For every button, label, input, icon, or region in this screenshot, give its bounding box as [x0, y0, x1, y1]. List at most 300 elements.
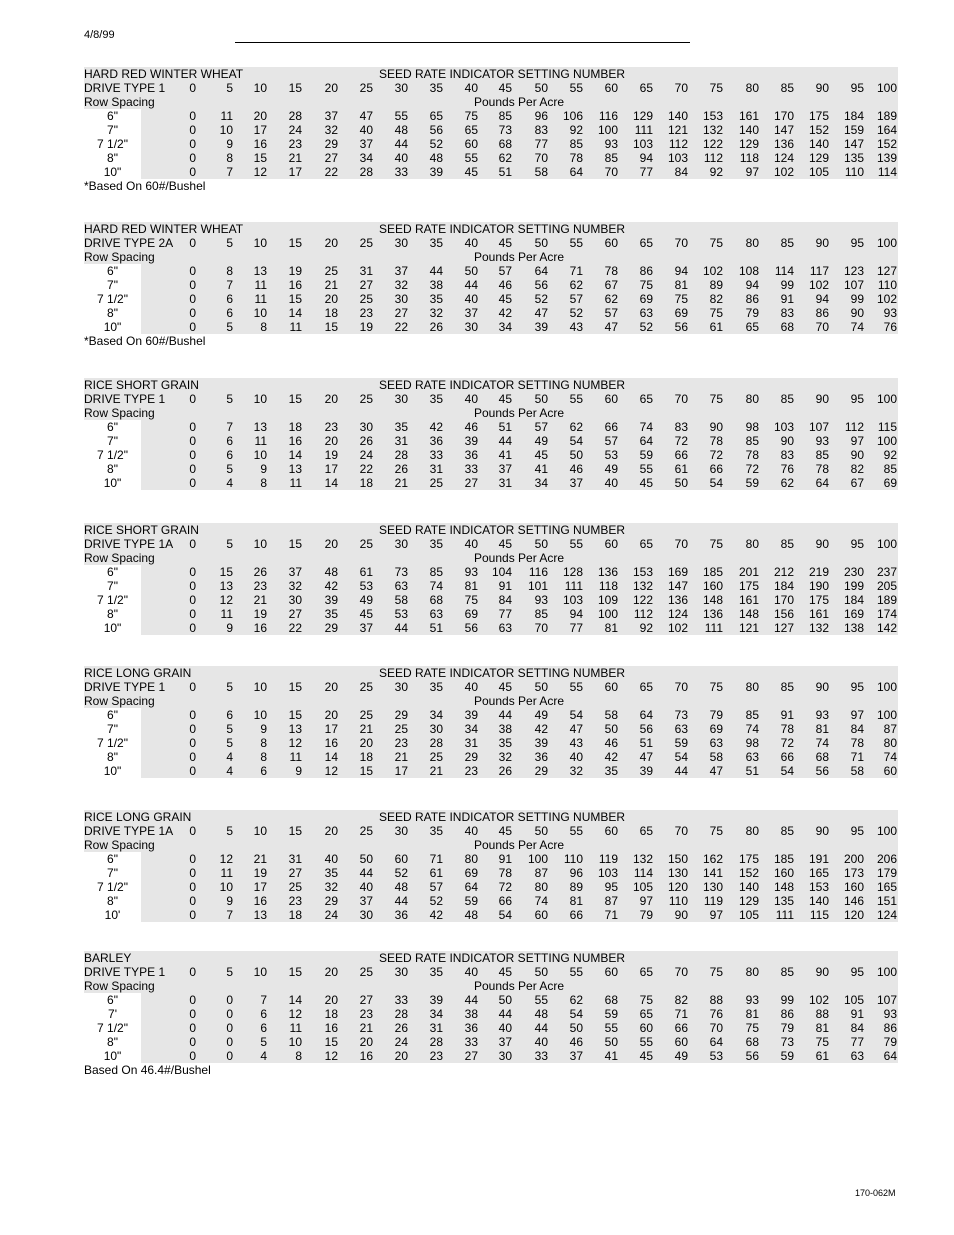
table-cell: 0 — [189, 448, 196, 462]
table-cell: 103 — [773, 420, 794, 434]
table-cell: 92 — [569, 123, 583, 137]
table-cell: 175 — [738, 579, 759, 593]
setting-number: 80 — [745, 965, 759, 979]
table-cell: 34 — [429, 708, 443, 722]
settings-header-row — [84, 236, 898, 250]
row-spacing-value: 8" — [84, 462, 141, 476]
table-cell: 175 — [738, 852, 759, 866]
settings-header-row — [84, 680, 898, 694]
table-cell: 15 — [324, 1035, 338, 1049]
table-cell: 132 — [702, 123, 723, 137]
table-cell: 7 — [226, 165, 233, 179]
table-cell: 7 — [226, 420, 233, 434]
table-cell: 8 — [260, 476, 267, 490]
table-cell: 94 — [745, 278, 759, 292]
setting-number: 20 — [324, 680, 338, 694]
table-cell: 51 — [745, 764, 759, 778]
setting-number: 15 — [288, 392, 302, 406]
table-cell: 179 — [876, 866, 897, 880]
table-cell: 64 — [639, 708, 653, 722]
table-cell: 31 — [429, 462, 443, 476]
table-cell: 13 — [253, 908, 267, 922]
table-cell: 30 — [498, 1049, 512, 1063]
table-cell: 100 — [597, 123, 618, 137]
table-cell: 24 — [359, 448, 373, 462]
setting-number: 40 — [464, 680, 478, 694]
seed-rate-table — [84, 67, 898, 193]
table-cell: 11 — [220, 607, 233, 621]
setting-number: 30 — [394, 680, 408, 694]
table-cell: 32 — [394, 278, 408, 292]
table-cell: 120 — [667, 880, 688, 894]
table-cell: 152 — [738, 866, 759, 880]
table-cell: 73 — [394, 565, 408, 579]
table-cell: 55 — [534, 993, 548, 1007]
table-cell: 105 — [738, 908, 759, 922]
table-cell: 41 — [498, 448, 512, 462]
setting-number: 45 — [498, 392, 512, 406]
table-cell: 94 — [639, 151, 653, 165]
table-cell: 40 — [394, 151, 408, 165]
table-cell: 61 — [815, 1049, 829, 1063]
table-cell: 99 — [850, 292, 864, 306]
table-cell: 23 — [464, 764, 478, 778]
row-spacing-value: 6" — [84, 852, 141, 866]
table-cell: 0 — [189, 292, 196, 306]
table-cell: 121 — [738, 621, 759, 635]
row-spacing-label: Row Spacing — [84, 250, 155, 264]
setting-number: 0 — [189, 680, 196, 694]
table-cell: 169 — [667, 565, 688, 579]
table-cell: 164 — [876, 123, 897, 137]
table-cell: 52 — [429, 137, 443, 151]
table-row — [84, 621, 898, 635]
table-cell: 73 — [780, 1035, 794, 1049]
table-cell: 83 — [534, 123, 548, 137]
table-cell: 160 — [843, 880, 864, 894]
setting-number: 50 — [534, 537, 548, 551]
table-cell: 34 — [429, 1007, 443, 1021]
table-cell: 39 — [534, 736, 548, 750]
table-cell: 75 — [745, 1021, 759, 1035]
table-cell: 41 — [604, 1049, 618, 1063]
table-row — [84, 750, 898, 764]
pounds-per-acre-label: Pounds Per Acre — [474, 406, 565, 420]
table-cell: 93 — [604, 137, 618, 151]
table-cell: 162 — [702, 852, 723, 866]
setting-number: 5 — [226, 81, 233, 95]
table-cell: 86 — [639, 264, 653, 278]
table-cell: 140 — [667, 109, 688, 123]
setting-number: 45 — [498, 824, 512, 838]
table-cell: 78 — [780, 722, 794, 736]
table-cell: 77 — [534, 137, 548, 151]
table-cell: 35 — [498, 736, 512, 750]
table-cell: 65 — [639, 1007, 653, 1021]
table-cell: 48 — [324, 565, 338, 579]
table-cell: 0 — [226, 1049, 233, 1063]
table-cell: 39 — [639, 764, 653, 778]
table-row — [84, 708, 898, 722]
table-cell: 49 — [534, 434, 548, 448]
table-cell: 44 — [394, 894, 408, 908]
table-cell: 175 — [808, 593, 829, 607]
table-cell: 142 — [876, 621, 897, 635]
table-cell: 79 — [639, 908, 653, 922]
table-cell: 119 — [598, 852, 618, 866]
table-cell: 16 — [288, 434, 302, 448]
table-cell: 136 — [702, 607, 723, 621]
table-cell: 136 — [773, 137, 794, 151]
table-cell: 97 — [639, 894, 653, 908]
table-cell: 105 — [632, 880, 653, 894]
table-row — [84, 320, 898, 334]
setting-number: 75 — [709, 537, 723, 551]
table-cell: 91 — [780, 292, 794, 306]
row-spacing-value: 10" — [84, 1049, 141, 1063]
setting-number: 90 — [815, 81, 829, 95]
table-cell: 0 — [189, 151, 196, 165]
setting-number: 20 — [324, 537, 338, 551]
table-cell: 93 — [534, 593, 548, 607]
table-cell: 70 — [604, 165, 618, 179]
settings-header-row — [84, 392, 898, 406]
table-cell: 9 — [226, 621, 233, 635]
table-cell: 161 — [808, 607, 829, 621]
table-row — [84, 278, 898, 292]
table-cell: 61 — [429, 866, 443, 880]
setting-number: 35 — [429, 392, 443, 406]
table-cell: 65 — [464, 123, 478, 137]
table-cell: 107 — [876, 993, 897, 1007]
table-cell: 24 — [288, 123, 302, 137]
row-spacing-value: 10" — [84, 320, 141, 334]
setting-number: 0 — [189, 236, 196, 250]
setting-number: 55 — [569, 392, 583, 406]
table-cell: 121 — [667, 123, 688, 137]
table-cell: 81 — [464, 579, 478, 593]
setting-number: 45 — [498, 236, 512, 250]
table-cell: 22 — [359, 462, 373, 476]
table-cell: 53 — [394, 607, 408, 621]
row-spacing-value: 7" — [84, 866, 141, 880]
table-cell: 6 — [226, 306, 233, 320]
table-cell: 18 — [288, 420, 302, 434]
row-spacing-value: 8" — [84, 151, 141, 165]
table-cell: 51 — [498, 420, 512, 434]
setting-number: 45 — [498, 965, 512, 979]
table-cell: 22 — [324, 165, 338, 179]
table-cell: 11 — [289, 750, 302, 764]
table-cell: 26 — [429, 320, 443, 334]
table-row — [84, 880, 898, 894]
table-cell: 165 — [876, 880, 897, 894]
table-cell: 237 — [876, 565, 897, 579]
table-cell: 173 — [843, 866, 864, 880]
table-cell: 136 — [597, 565, 618, 579]
table-cell: 30 — [464, 320, 478, 334]
table-cell: 26 — [498, 764, 512, 778]
table-cell: 21 — [253, 593, 267, 607]
table-cell: 97 — [709, 908, 723, 922]
table-cell: 18 — [324, 306, 338, 320]
table-cell: 0 — [189, 894, 196, 908]
table-cell: 111 — [634, 123, 653, 137]
setting-number: 0 — [189, 537, 196, 551]
table-cell: 58 — [604, 708, 618, 722]
table-cell: 77 — [639, 165, 653, 179]
seed-rate-table — [84, 666, 898, 778]
setting-number: 25 — [359, 537, 373, 551]
table-row — [84, 1035, 898, 1049]
table-row — [84, 448, 898, 462]
table-cell: 75 — [639, 993, 653, 1007]
setting-number: 40 — [464, 965, 478, 979]
table-cell: 30 — [429, 722, 443, 736]
table-cell: 23 — [288, 137, 302, 151]
table-cell: 77 — [850, 1035, 864, 1049]
table-cell: 26 — [253, 565, 267, 579]
table-cell: 0 — [189, 1049, 196, 1063]
table-cell: 39 — [464, 434, 478, 448]
table-cell: 136 — [667, 593, 688, 607]
table-cell: 15 — [324, 320, 338, 334]
table-cell: 83 — [674, 420, 688, 434]
setting-number: 85 — [780, 236, 794, 250]
table-cell: 55 — [639, 1035, 653, 1049]
table-cell: 52 — [639, 320, 653, 334]
setting-number: 5 — [226, 680, 233, 694]
setting-number: 50 — [534, 680, 548, 694]
table-cell: 120 — [843, 908, 864, 922]
setting-number: 65 — [639, 680, 653, 694]
setting-number: 55 — [569, 965, 583, 979]
table-cell: 16 — [359, 1049, 373, 1063]
table-cell: 79 — [709, 708, 723, 722]
table-cell: 46 — [604, 736, 618, 750]
setting-number: 60 — [604, 392, 618, 406]
table-cell: 43 — [569, 320, 583, 334]
setting-number: 60 — [604, 537, 618, 551]
table-cell: 110 — [668, 894, 688, 908]
table-cell: 124 — [667, 607, 688, 621]
table-cell: 87 — [883, 722, 897, 736]
table-cell: 107 — [808, 420, 829, 434]
table-cell: 146 — [843, 894, 864, 908]
table-cell: 0 — [189, 320, 196, 334]
table-cell: 52 — [569, 306, 583, 320]
row-spacing-value: 8" — [84, 1035, 141, 1049]
table-cell: 45 — [359, 607, 373, 621]
setting-number: 75 — [709, 392, 723, 406]
table-cell: 52 — [534, 292, 548, 306]
indicator-title: SEED RATE INDICATOR SETTING NUMBER — [379, 666, 626, 680]
table-cell: 82 — [850, 462, 864, 476]
setting-number: 55 — [569, 81, 583, 95]
table-cell: 33 — [464, 1035, 478, 1049]
table-cell: 90 — [780, 434, 794, 448]
table-cell: 199 — [843, 579, 864, 593]
setting-number: 90 — [815, 824, 829, 838]
table-cell: 30 — [394, 292, 408, 306]
pounds-per-acre-label: Pounds Per Acre — [474, 838, 565, 852]
table-cell: 96 — [534, 109, 548, 123]
table-cell: 23 — [253, 579, 267, 593]
setting-number: 80 — [745, 537, 759, 551]
table-cell: 49 — [534, 708, 548, 722]
table-cell: 60 — [534, 908, 548, 922]
setting-number: 35 — [429, 236, 443, 250]
table-cell: 54 — [569, 434, 583, 448]
table-cell: 47 — [534, 306, 548, 320]
indicator-title: SEED RATE INDICATOR SETTING NUMBER — [379, 222, 626, 236]
setting-number: 75 — [709, 236, 723, 250]
table-cell: 0 — [226, 993, 233, 1007]
table-cell: 15 — [288, 292, 302, 306]
table-cell: 0 — [189, 736, 196, 750]
setting-number: 10 — [253, 965, 267, 979]
crop-name: RICE SHORT GRAIN — [84, 378, 199, 392]
setting-number: 35 — [429, 680, 443, 694]
row-spacing-value: 8" — [84, 750, 141, 764]
table-cell: 68 — [604, 993, 618, 1007]
table-cell: 78 — [815, 462, 829, 476]
table-cell: 118 — [598, 579, 618, 593]
table-cell: 82 — [674, 993, 688, 1007]
table-cell: 29 — [534, 764, 548, 778]
table-cell: 132 — [632, 579, 653, 593]
setting-number: 45 — [498, 537, 512, 551]
table-cell: 55 — [464, 151, 478, 165]
table-cell: 95 — [604, 880, 618, 894]
table-cell: 29 — [324, 621, 338, 635]
table-cell: 94 — [569, 607, 583, 621]
table-cell: 68 — [815, 750, 829, 764]
table-cell: 71 — [850, 750, 864, 764]
table-cell: 119 — [703, 894, 723, 908]
table-cell: 20 — [359, 1035, 373, 1049]
table-cell: 6 — [260, 1021, 267, 1035]
table-cell: 161 — [738, 109, 759, 123]
table-cell: 27 — [464, 476, 478, 490]
table-cell: 64 — [815, 476, 829, 490]
table-cell: 5 — [226, 722, 233, 736]
table-cell: 13 — [288, 722, 302, 736]
table-row — [84, 607, 898, 621]
table-cell: 69 — [464, 866, 478, 880]
setting-number: 80 — [745, 680, 759, 694]
table-cell: 26 — [394, 1021, 408, 1035]
table-cell: 45 — [639, 476, 653, 490]
setting-number: 20 — [324, 392, 338, 406]
units-row — [84, 694, 898, 708]
table-cell: 105 — [808, 165, 829, 179]
table-row — [84, 866, 898, 880]
row-spacing-value: 7' — [84, 1007, 141, 1021]
row-spacing-label: Row Spacing — [84, 838, 155, 852]
table-cell: 11 — [289, 476, 302, 490]
table-cell: 44 — [464, 278, 478, 292]
table-cell: 36 — [429, 434, 443, 448]
setting-number: 65 — [639, 965, 653, 979]
table-cell: 31 — [464, 736, 478, 750]
table-cell: 7 — [226, 908, 233, 922]
table-cell: 150 — [667, 852, 688, 866]
table-cell: 25 — [288, 880, 302, 894]
table-cell: 8 — [260, 750, 267, 764]
table-cell: 22 — [288, 621, 302, 635]
setting-number: 70 — [674, 824, 688, 838]
table-cell: 37 — [359, 621, 373, 635]
table-cell: 45 — [639, 1049, 653, 1063]
table-cell: 27 — [394, 306, 408, 320]
table-cell: 93 — [883, 306, 897, 320]
table-row — [84, 264, 898, 278]
settings-header-row — [84, 965, 898, 979]
table-cell: 37 — [569, 476, 583, 490]
table-cell: 102 — [808, 278, 829, 292]
setting-number: 10 — [253, 392, 267, 406]
table-cell: 45 — [464, 165, 478, 179]
table-cell: 72 — [674, 434, 688, 448]
setting-number: 30 — [394, 81, 408, 95]
table-cell: 56 — [674, 320, 688, 334]
table-cell: 38 — [429, 278, 443, 292]
table-cell: 17 — [324, 462, 338, 476]
table-cell: 23 — [394, 736, 408, 750]
units-row — [84, 551, 898, 565]
table-cell: 25 — [359, 708, 373, 722]
table-cell: 40 — [569, 750, 583, 764]
setting-number: 50 — [534, 392, 548, 406]
table-cell: 50 — [674, 476, 688, 490]
table-cell: 0 — [189, 264, 196, 278]
table-cell: 39 — [534, 320, 548, 334]
seed-rate-table — [84, 222, 898, 348]
table-cell: 129 — [738, 894, 759, 908]
table-cell: 15 — [219, 565, 233, 579]
table-cell: 47 — [569, 722, 583, 736]
setting-number: 70 — [674, 965, 688, 979]
setting-number: 35 — [429, 965, 443, 979]
seed-rate-table — [84, 523, 898, 635]
setting-number: 70 — [674, 537, 688, 551]
table-cell: 98 — [745, 420, 759, 434]
table-cell: 90 — [674, 908, 688, 922]
table-title-row — [84, 378, 898, 392]
table-cell: 63 — [674, 722, 688, 736]
setting-number: 75 — [709, 824, 723, 838]
setting-number: 25 — [359, 81, 373, 95]
table-cell: 29 — [464, 750, 478, 764]
table-cell: 11 — [254, 434, 267, 448]
row-spacing-value: 7 1/2" — [84, 736, 141, 750]
table-cell: 74 — [883, 750, 897, 764]
table-cell: 102 — [876, 292, 897, 306]
table-cell: 63 — [709, 736, 723, 750]
table-cell: 31 — [429, 1021, 443, 1035]
table-cell: 52 — [394, 866, 408, 880]
setting-number: 50 — [534, 81, 548, 95]
table-cell: 54 — [569, 708, 583, 722]
table-row — [84, 137, 898, 151]
setting-number: 55 — [569, 824, 583, 838]
table-cell: 100 — [876, 434, 897, 448]
table-cell: 10 — [253, 708, 267, 722]
table-row — [84, 1021, 898, 1035]
table-cell: 10 — [219, 123, 233, 137]
table-cell: 123 — [843, 264, 864, 278]
